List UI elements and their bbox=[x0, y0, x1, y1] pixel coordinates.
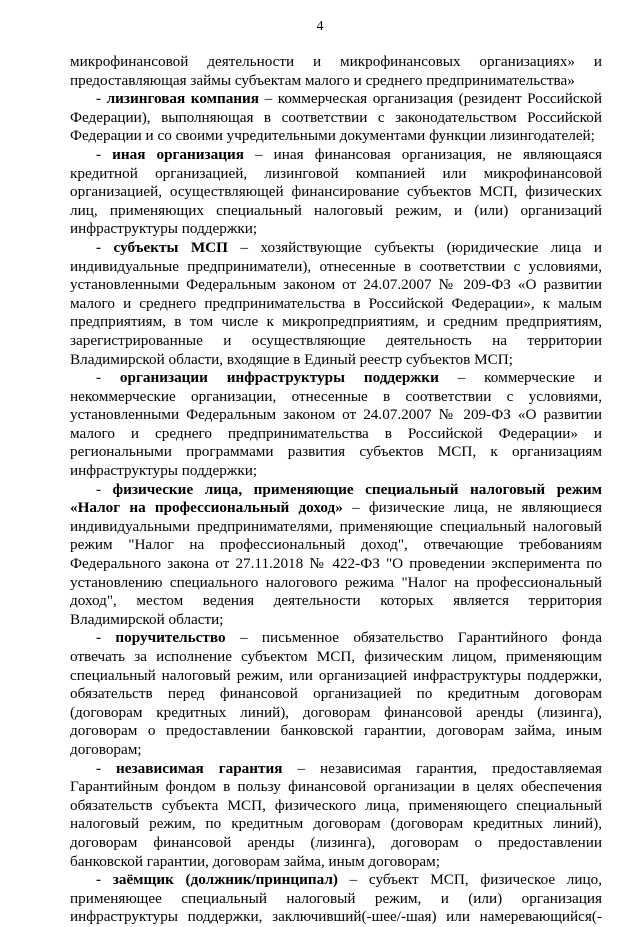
text-line: доход", местом ведения деятельности которых является территория bbox=[70, 592, 602, 610]
definition-msp-subjects: - субъекты МСП – хозяйствующие субъекты (юридические лица и bbox=[96, 238, 602, 256]
text-line: договорам; bbox=[70, 740, 142, 758]
text-line: режим "Налог на профессиональный доход", отвечающие требованиям bbox=[70, 536, 602, 554]
page-number: 4 bbox=[316, 19, 324, 34]
text-line: применяющее специальный налоговый режим, и (или) организация bbox=[70, 889, 602, 907]
text-line: Федерации и со своими учредительными документами функции лизингодателей; bbox=[70, 127, 595, 145]
text-line: «Налог на профессиональный доход» – физические лица, не являющиеся bbox=[70, 499, 602, 517]
definition-independent-guarantee: - независимая гарантия – независимая гарантия, предоставляемая bbox=[96, 759, 602, 777]
term-other-organization: - иная организация bbox=[96, 145, 244, 163]
text-line: лиц, применяющих специальный налоговый режим, и (или) организаций bbox=[70, 201, 602, 219]
text-line: инфраструктуры поддержки, заключивший(-шее/-шая) или намеревающийся(- bbox=[70, 908, 602, 926]
definition-support-infrastructure: - организации инфраструктуры поддержки – коммерческие и bbox=[96, 369, 602, 387]
definition-leasing-company: - лизинговая компания – коммерческая организация (резидент Российской bbox=[96, 90, 602, 108]
text-line: установлению специального налогового режима "Налог на профессиональный bbox=[70, 573, 602, 591]
text-line: инфраструктуры поддержки; bbox=[70, 462, 258, 480]
text-line: индивидуальные предприниматели), отнесенные в соответствии с условиями, bbox=[70, 257, 602, 275]
term-surety: - поручительство bbox=[96, 629, 226, 647]
term-borrower: - заёмщик (должник/принципал) bbox=[96, 871, 338, 889]
definition-borrower: - заёмщик (должник/принципал) – субъект МСП, физическое лицо, bbox=[96, 871, 602, 889]
text-line: Федерации), выполняющая в соответствии с законодательством Российской bbox=[70, 108, 602, 126]
definition-other-organization: - иная организация – иная финансовая организация, не являющаяся bbox=[96, 145, 602, 163]
definition-individuals bbox=[70, 481, 602, 500]
text-line: малого и среднего предпринимательства в Российской Федерации» и bbox=[70, 424, 602, 442]
text-line: специальный налоговый режим, или организацией инфраструктуры поддержки, bbox=[70, 666, 602, 684]
text-line: организацией, осуществляющей финансирование субъектов МСП, физических bbox=[70, 183, 602, 201]
text-line: микрофинансовой деятельности и микрофинансовых организациях» и bbox=[70, 53, 602, 70]
text-line: банковской гарантии, договорам займа, иным договорам; bbox=[70, 852, 441, 870]
text-line: договорам финансовой аренды (лизинга), договорам о предоставлении bbox=[70, 833, 602, 851]
text-line: инфраструктуры поддержки; bbox=[70, 220, 258, 238]
text-line: обязательств субъекта МСП, физического лица, применяющего специальный bbox=[70, 796, 602, 814]
term-individuals: - физические лица, применяющие специальный налоговый режим bbox=[96, 480, 602, 498]
term-support-infrastructure: - организации инфраструктуры поддержки bbox=[96, 369, 439, 387]
text-line: договорам о предоставлении банковской гарантии, договорам займа, иным bbox=[70, 722, 602, 740]
document-body bbox=[70, 53, 602, 927]
text-line: некоммерческие организации, отнесенные в соответствии с условиями, bbox=[70, 387, 602, 405]
text-line: зарегистрированные и осуществляющие деятельность на территории bbox=[70, 331, 602, 349]
term-professional-income-tax: «Налог на профессиональный доход» bbox=[70, 499, 343, 517]
text-line: Федерального закона от 27.11.2018 № 422-ФЗ "О проведении эксперимента по bbox=[70, 555, 602, 573]
text-line: Владимирской области; bbox=[70, 610, 224, 628]
text-line: предоставляющая займы субъектам малого и среднего предпринимательства» bbox=[70, 71, 575, 89]
text-line: отвечать за исполнение субъектом МСП, физическим лицом, применяющим bbox=[70, 648, 602, 665]
text-line: (договорам кредитных линий), договорам финансовой аренды (лизинга), bbox=[70, 703, 602, 721]
text-line: индивидуальными предпринимателями, применяющие специальный налоговый bbox=[70, 517, 602, 535]
text-line: Гарантийным фондом в пользу финансовой организации в целях обеспечения bbox=[70, 778, 602, 796]
text-line: налоговый режим, по кредитным договорам (договорам кредитных линий), bbox=[70, 815, 602, 833]
text-line: установленными Федеральным законом от 24.07.2007 № 209-ФЗ «О развитии bbox=[70, 406, 602, 424]
text-line: малого и среднего предпринимательства в Российской Федерации», к малым bbox=[70, 294, 602, 312]
text-line: обязательств перед финансовой организацией по кредитным договорам bbox=[70, 685, 602, 703]
text-line: Владимирской области, входящие в Единый реестр субъектов МСП; bbox=[70, 350, 513, 368]
text-line: установленными Федеральным законом от 24.07.2007 № 209-ФЗ «О развитии bbox=[70, 276, 602, 294]
text-line: региональными программами развития субъектов МСП, к организациям bbox=[70, 443, 602, 461]
term-independent-guarantee: - независимая гарантия bbox=[96, 759, 283, 777]
term-msp-subjects: - субъекты МСП bbox=[96, 238, 228, 256]
term-leasing-company: - лизинговая компания bbox=[96, 90, 260, 108]
text-line: предприятиям, в том числе к микропредприятиям, и средним предприятиям, bbox=[70, 313, 602, 331]
definition-surety: - поручительство – письменное обязательство Гарантийного фонда bbox=[96, 629, 602, 647]
text-line: кредитной организацией, лизинговой компанией или микрофинансовой bbox=[70, 164, 602, 182]
